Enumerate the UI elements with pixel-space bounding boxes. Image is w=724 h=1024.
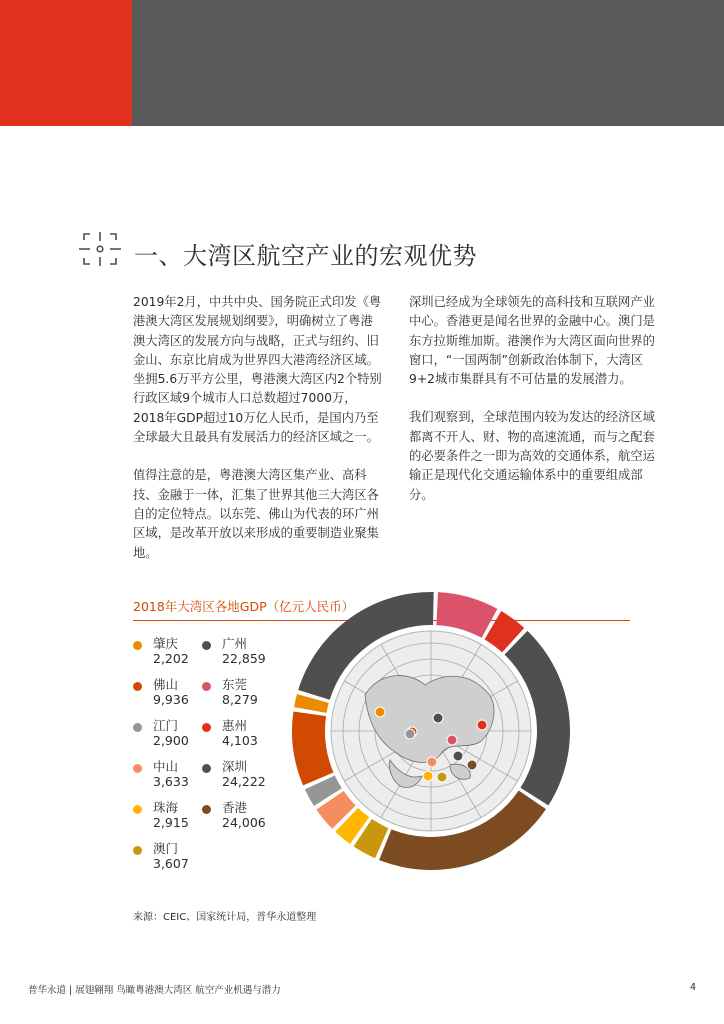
legend-item xyxy=(133,636,213,672)
legend-label: 江门 xyxy=(153,718,179,733)
city-marker-东莞 xyxy=(447,735,457,745)
gdp-ring-chart xyxy=(290,590,572,872)
legend-swatch xyxy=(133,764,142,773)
city-marker-深圳 xyxy=(453,751,463,761)
city-marker-惠州 xyxy=(477,720,487,730)
legend-value: 3,633 xyxy=(153,774,189,789)
paragraph: 值得注意的是，粤港澳大湾区集产业、高科技、金融于一体，汇集了世界其他三大湾区各自的定位特点。以东莞、佛山为代表的环广州区域，是改革开放以来形成的重要制造业聚集地。 xyxy=(133,468,379,560)
legend-swatch xyxy=(202,723,211,732)
crosshair-icon xyxy=(78,230,122,268)
legend-value: 8,279 xyxy=(222,692,258,707)
legend-swatch xyxy=(202,764,211,773)
legend-label: 澳门 xyxy=(153,841,179,856)
legend-value: 2,202 xyxy=(153,651,189,666)
header-grey-block xyxy=(132,0,724,126)
city-marker-肇庆 xyxy=(375,707,385,717)
legend-item xyxy=(133,841,213,877)
ring-segment-东莞 xyxy=(436,592,497,638)
legend-swatch xyxy=(133,682,142,691)
legend-swatch xyxy=(133,723,142,732)
ring-segment-佛山 xyxy=(292,711,333,785)
legend-value: 24,222 xyxy=(222,774,266,789)
legend-value: 2,900 xyxy=(153,733,189,748)
page-number: 4 xyxy=(689,982,696,993)
paragraph: 我们观察到，全球范围内较为发达的经济区域都离不开人、财、物的高速流通，而与之配套的必要条件之一即为高效的交通体系，航空运输正是现代化交通运输体系中的重要组成部分。 xyxy=(409,410,655,502)
body-left-column xyxy=(133,293,385,582)
legend-label: 香港 xyxy=(222,800,248,815)
legend-swatch xyxy=(133,846,142,855)
legend-item xyxy=(202,677,282,713)
legend-swatch xyxy=(133,805,142,814)
city-marker-广州 xyxy=(433,713,443,723)
paragraph: 2019年2月，中共中央、国务院正式印发《粤港澳大湾区发展规划纲要》，明确树立了粤港澳大湾区的发展方向与战略，正式与纽约、旧金山、东京比肩成为世界四大港湾经济区域。坐拥5.6万平方公里，粤港澳大湾区内2个特别行政区域9个城市人口总数超过7000万，2018年GDP超过10万亿人民币，是国内乃至全球最大且最具有发展活力的经济区域之一。 xyxy=(133,295,382,445)
header-red-block xyxy=(0,0,132,126)
legend-value: 24,006 xyxy=(222,815,266,830)
legend-item xyxy=(202,718,282,754)
legend-swatch xyxy=(133,641,142,650)
legend-label: 佛山 xyxy=(153,677,179,692)
legend-swatch xyxy=(202,805,211,814)
legend-label: 珠海 xyxy=(153,800,179,815)
legend-item xyxy=(133,677,213,713)
legend-label: 肇庆 xyxy=(153,636,179,651)
legend-value: 4,103 xyxy=(222,733,258,748)
legend-item xyxy=(133,718,213,754)
legend-item xyxy=(202,800,282,836)
city-marker-香港 xyxy=(467,760,477,770)
legend-swatch xyxy=(202,641,211,650)
legend-swatch xyxy=(202,682,211,691)
legend-value: 2,915 xyxy=(153,815,189,830)
paragraph: 深圳已经成为全球领先的高科技和互联网产业中心。香港更是闻名世界的金融中心。澳门是东方拉斯维加斯。港澳作为大湾区面向世界的窗口，“一国两制”创新政治体制下，大湾区9+2城市集群具有不可估量的发展潜力。 xyxy=(409,295,655,387)
city-marker-澳门 xyxy=(437,772,447,782)
legend-value: 3,607 xyxy=(153,856,189,871)
chart-legend xyxy=(133,636,293,871)
chart-title: 2018年大湾区各地GDP（亿元人民币） xyxy=(133,599,355,614)
legend-item xyxy=(202,636,282,672)
legend-label: 东莞 xyxy=(222,677,248,692)
city-marker-江门 xyxy=(405,729,415,739)
legend-value: 22,859 xyxy=(222,651,266,666)
legend-label: 深圳 xyxy=(222,759,248,774)
body-right-column xyxy=(409,293,661,524)
city-marker-珠海 xyxy=(423,771,433,781)
footer-text: 普华永道 | 展翅翱翔 鸟瞰粤港澳大湾区 航空产业机遇与潜力 xyxy=(28,985,281,996)
legend-item xyxy=(133,800,213,836)
legend-item xyxy=(202,759,282,795)
section-title: 一、大湾区航空产业的宏观优势 xyxy=(134,242,477,270)
legend-label: 惠州 xyxy=(222,718,248,733)
source-note: 来源：CEIC、国家统计局，普华永道整理 xyxy=(133,912,317,923)
legend-label: 广州 xyxy=(222,636,248,651)
legend-value: 9,936 xyxy=(153,692,189,707)
legend-item xyxy=(133,759,213,795)
city-marker-中山 xyxy=(427,757,437,767)
legend-label: 中山 xyxy=(153,759,179,774)
